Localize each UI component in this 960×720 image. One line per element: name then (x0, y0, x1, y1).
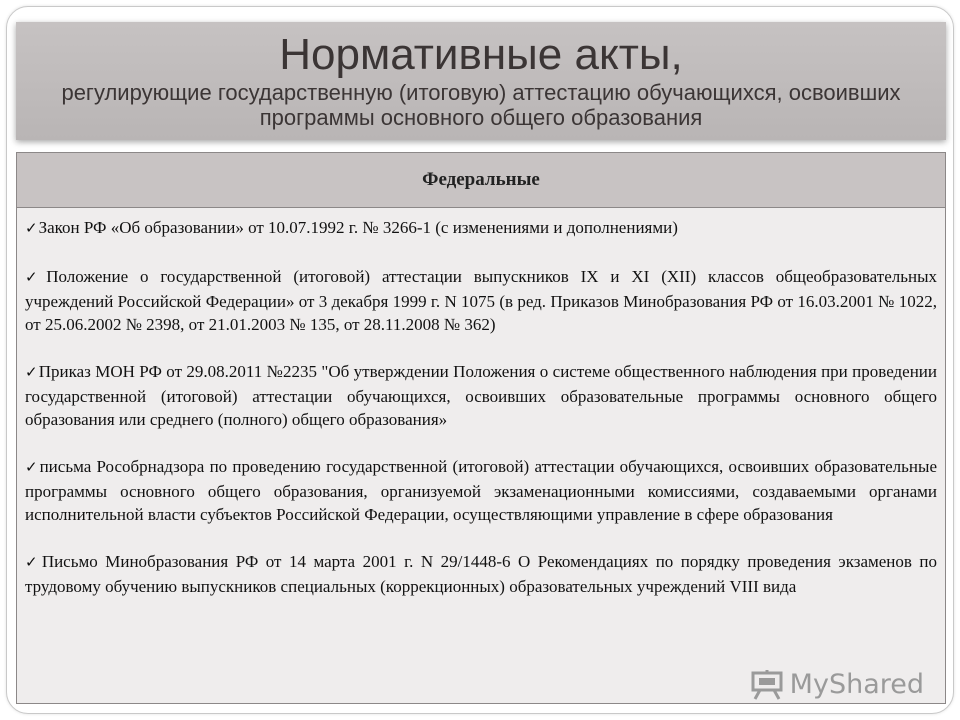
presentation-board-icon (750, 670, 784, 700)
item-list (17, 208, 945, 598)
item-text: Закон РФ «Об образовании» от 10.07.1992 г. № 3266-1 (с изменениями и дополнениями) (38, 218, 678, 237)
list-item (25, 360, 937, 431)
checkmark-icon: ✓ (25, 555, 41, 571)
checkmark-icon: ✓ (25, 460, 39, 476)
watermark-text: MyShared (789, 669, 924, 700)
content-table (16, 152, 946, 704)
table-header: Федеральные (17, 153, 945, 208)
slide-title: Нормативные акты, (279, 30, 683, 79)
checkmark-icon: ✓ (25, 221, 38, 237)
list-item (25, 265, 937, 336)
checkmark-icon: ✓ (25, 365, 38, 381)
list-item (25, 455, 937, 526)
title-band (16, 22, 946, 140)
watermark (750, 669, 924, 700)
list-item (25, 216, 937, 241)
item-text: письма Рособрнадзора по проведению государственной (итоговой) аттестации обучающихся, освоивших образовательные программы основного общего образования, организуемой экзаменационными комиссиями, создаваемыми органами исполнительной власти субъектов Российской Федерации, осуществляющими управление в сфере образования (25, 457, 937, 524)
item-text: Приказ МОН РФ от 29.08.2011 №2235 "Об утверждении Положения о системе общественного наблюдения при проведении государственной (итоговой) аттестации обучающихся, освоивших образовательные программы основного общего образования или среднего (полного) общего образования» (25, 362, 937, 429)
checkmark-icon: ✓ (25, 270, 46, 286)
list-item (25, 550, 937, 598)
slide-subtitle: регулирующие государственную (итоговую) аттестацию обучающихся, освоивших программы основного общего образования (61, 80, 901, 130)
item-text: Положение о государственной (итоговой) аттестации выпускников IX и XI (XII) классов общеобразовательных учреждений Российской Федерации» от 3 декабря 1999 г. N 1075 (в ред. Приказов Минобразования РФ от 16.03.2001 № 1022, от 25.06.2002 № 2398, от 21.01.2003 № 135, от 28.11.2008 № 362) (25, 267, 938, 334)
item-text: Письмо Минобразования РФ от 14 марта 2001 г. N 29/1448-6 О Рекомендациях по порядку проведения экзаменов по трудовому обучению выпускников специальных (коррекционных) образовательных учреждений VIII вида (25, 552, 937, 596)
